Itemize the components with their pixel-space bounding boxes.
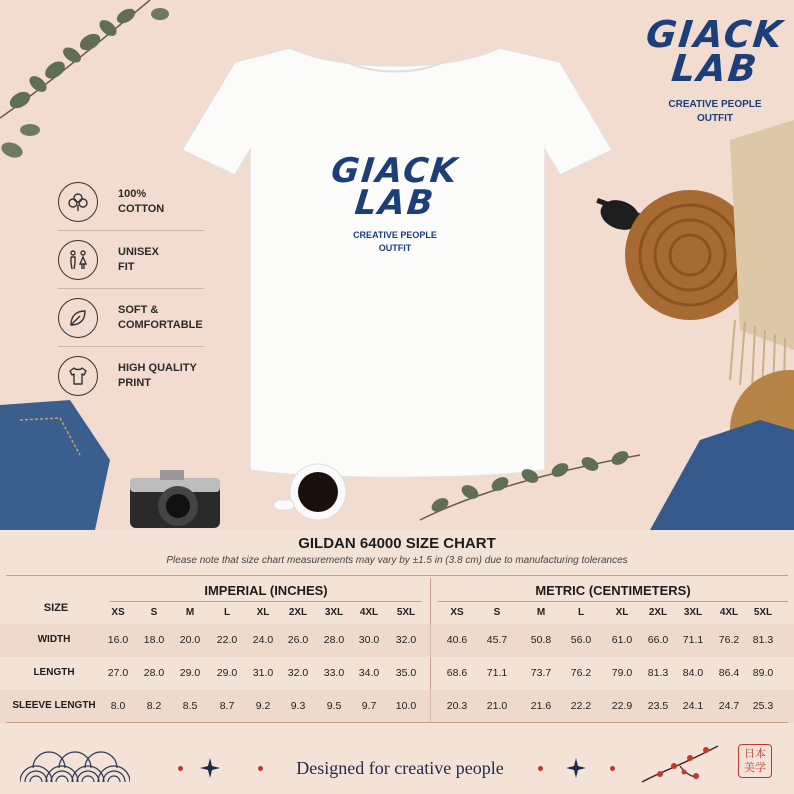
metric-value-cell: 79.0: [611, 667, 633, 679]
metric-value-cell: 84.0: [682, 667, 704, 679]
jeans-right: [650, 420, 794, 530]
metric-value-cell: 89.0: [752, 667, 774, 679]
camera: [130, 470, 220, 528]
feature-unisex: [58, 234, 208, 286]
size-chart-note: Please note that size chart measurements may vary by ±1.5 in (3.8 cm) due to manufacturing tolerances: [166, 555, 628, 566]
row-label: SLEEVE LENGTH: [12, 700, 96, 711]
metric-size-header: S: [493, 607, 501, 618]
imperial-size-header: L: [223, 607, 231, 618]
metric-value-cell: 71.1: [682, 634, 704, 646]
imperial-size-header: 4XL: [359, 607, 379, 618]
metric-size-header: 5XL: [753, 607, 773, 618]
imperial-value-cell: 28.0: [323, 634, 345, 646]
imperial-value-cell: 9.7: [361, 700, 377, 712]
unisex-icon: [58, 240, 98, 280]
metric-value-cell: 56.0: [570, 634, 592, 646]
metric-value-cell: 45.7: [486, 634, 508, 646]
tshirt-icon: [58, 356, 98, 396]
imperial-value-cell: 32.0: [395, 634, 417, 646]
imperial-size-header: XS: [111, 607, 125, 618]
feature-divider: [58, 230, 204, 231]
feature-label: SOFT & COMFORTABLE: [118, 304, 203, 331]
imperial-value-cell: 9.5: [326, 700, 342, 712]
imperial-unit: (INCHES): [269, 583, 328, 598]
metric-value-cell: 73.7: [530, 667, 552, 679]
brand-tagline-line1: CREATIVE PEOPLE: [668, 99, 762, 110]
imperial-header: [110, 583, 422, 598]
metric-value-cell: 71.1: [486, 667, 508, 679]
tshirt-graphic: [182, 48, 612, 478]
imperial-value-cell: 29.0: [179, 667, 201, 679]
metric-title: METRIC: [535, 583, 586, 598]
shirt-brand-line1: GIACK: [329, 151, 461, 191]
jeans-left: [0, 400, 110, 530]
size-column-header: SIZE: [43, 602, 69, 614]
table-top-rule: [6, 575, 788, 576]
imperial-value-cell: 29.0: [216, 667, 238, 679]
imperial-size-header: 2XL: [288, 607, 308, 618]
macrame-mat: [730, 120, 794, 395]
feature-cotton: [58, 176, 208, 228]
metric-value-cell: 23.5: [647, 700, 669, 712]
shirt-brand-line2: LAB: [352, 183, 438, 223]
metric-size-header: M: [536, 607, 546, 618]
feature-label: HIGH QUALITY PRINT: [118, 362, 197, 389]
metric-value-cell: 25.3: [752, 700, 774, 712]
metric-size-header: L: [577, 607, 585, 618]
metric-value-cell: 21.6: [530, 700, 552, 712]
imperial-value-cell: 27.0: [107, 667, 129, 679]
metric-value-cell: 66.0: [647, 634, 669, 646]
feature-divider: [58, 346, 204, 347]
imperial-size-header: XL: [256, 607, 270, 618]
imperial-value-cell: 26.0: [287, 634, 309, 646]
feature-label: UNISEX FIT: [118, 246, 159, 273]
eucalyptus-branch-top-left: [0, 0, 169, 160]
metric-value-cell: 24.7: [718, 700, 740, 712]
cherry-blossom-branch-icon: [640, 742, 720, 786]
imperial-value-cell: 8.5: [182, 700, 198, 712]
imperial-value-cell: 32.0: [287, 667, 309, 679]
metric-value-cell: 22.2: [570, 700, 592, 712]
metric-size-header: XS: [450, 607, 464, 618]
metric-value-cell: 22.9: [611, 700, 633, 712]
imperial-header-rule: [110, 601, 422, 602]
imperial-value-cell: 34.0: [358, 667, 380, 679]
metric-value-cell: 81.3: [647, 667, 669, 679]
wave-pattern-icon: [20, 748, 130, 782]
dot-icon: [178, 766, 183, 771]
leaf-icon: [58, 298, 98, 338]
imperial-value-cell: 8.2: [146, 700, 162, 712]
metric-size-header: 2XL: [648, 607, 668, 618]
feature-label: 100% COTTON: [118, 188, 165, 215]
imperial-value-cell: 30.0: [358, 634, 380, 646]
imperial-value-cell: 24.0: [252, 634, 274, 646]
metric-value-cell: 76.2: [718, 634, 740, 646]
imperial-value-cell: 8.7: [219, 700, 235, 712]
imperial-value-cell: 10.0: [395, 700, 417, 712]
imperial-value-cell: 20.0: [179, 634, 201, 646]
metric-header: [438, 583, 788, 598]
metric-value-cell: 21.0: [486, 700, 508, 712]
japanese-stamp: [738, 744, 772, 778]
metric-value-cell: 24.1: [682, 700, 704, 712]
imperial-title: IMPERIAL: [204, 583, 267, 598]
feature-soft: [58, 292, 208, 344]
metric-header-rule: [438, 601, 788, 602]
imperial-value-cell: 31.0: [252, 667, 274, 679]
brand-name-line1: GIACK: [644, 13, 787, 56]
cotton-icon: [58, 182, 98, 222]
feature-print: [58, 350, 208, 402]
stamp-text: 日本 美学: [744, 747, 766, 774]
imperial-value-cell: 22.0: [216, 634, 238, 646]
metric-value-cell: 20.3: [446, 700, 468, 712]
dot-icon: [258, 766, 263, 771]
row-label: LENGTH: [33, 667, 75, 678]
sparkle-icon: [566, 758, 586, 778]
metric-value-cell: 68.6: [446, 667, 468, 679]
footer-tagline: Designed for creative people: [296, 758, 504, 778]
imperial-size-header: M: [185, 607, 195, 618]
shirt-print-logo: [320, 151, 470, 255]
imperial-value-cell: 16.0: [107, 634, 129, 646]
feature-divider: [58, 288, 204, 289]
table-bottom-rule: [6, 722, 788, 723]
imperial-value-cell: 35.0: [395, 667, 417, 679]
imperial-value-cell: 33.0: [323, 667, 345, 679]
shirt-tagline-line2: OUTFIT: [378, 243, 412, 253]
dot-icon: [538, 766, 543, 771]
dot-icon: [610, 766, 615, 771]
imperial-size-header: 3XL: [324, 607, 344, 618]
imperial-value-cell: 8.0: [110, 700, 126, 712]
metric-value-cell: 50.8: [530, 634, 552, 646]
imperial-value-cell: 28.0: [143, 667, 165, 679]
metric-value-cell: 61.0: [611, 634, 633, 646]
imperial-size-header: 5XL: [396, 607, 416, 618]
size-chart-title: GILDAN 64000 SIZE CHART: [298, 535, 496, 552]
brand-logo-top: [640, 13, 790, 126]
imperial-value-cell: 9.2: [255, 700, 271, 712]
brand-tagline-line2: OUTFIT: [696, 113, 734, 124]
imperial-size-header: S: [150, 607, 158, 618]
row-label: WIDTH: [37, 634, 71, 645]
metric-size-header: XL: [615, 607, 629, 618]
metric-size-header: 4XL: [719, 607, 739, 618]
brand-name-line2: LAB: [669, 47, 761, 90]
metric-size-header: 3XL: [683, 607, 703, 618]
metric-value-cell: 40.6: [446, 634, 468, 646]
shirt-tagline-line1: CREATIVE PEOPLE: [353, 230, 437, 240]
metric-value-cell: 86.4: [718, 667, 740, 679]
metric-value-cell: 76.2: [570, 667, 592, 679]
sparkle-icon: [200, 758, 220, 778]
metric-value-cell: 81.3: [752, 634, 774, 646]
imperial-value-cell: 9.3: [290, 700, 306, 712]
imperial-value-cell: 18.0: [143, 634, 165, 646]
metric-unit: (CENTIMETERS): [588, 583, 691, 598]
